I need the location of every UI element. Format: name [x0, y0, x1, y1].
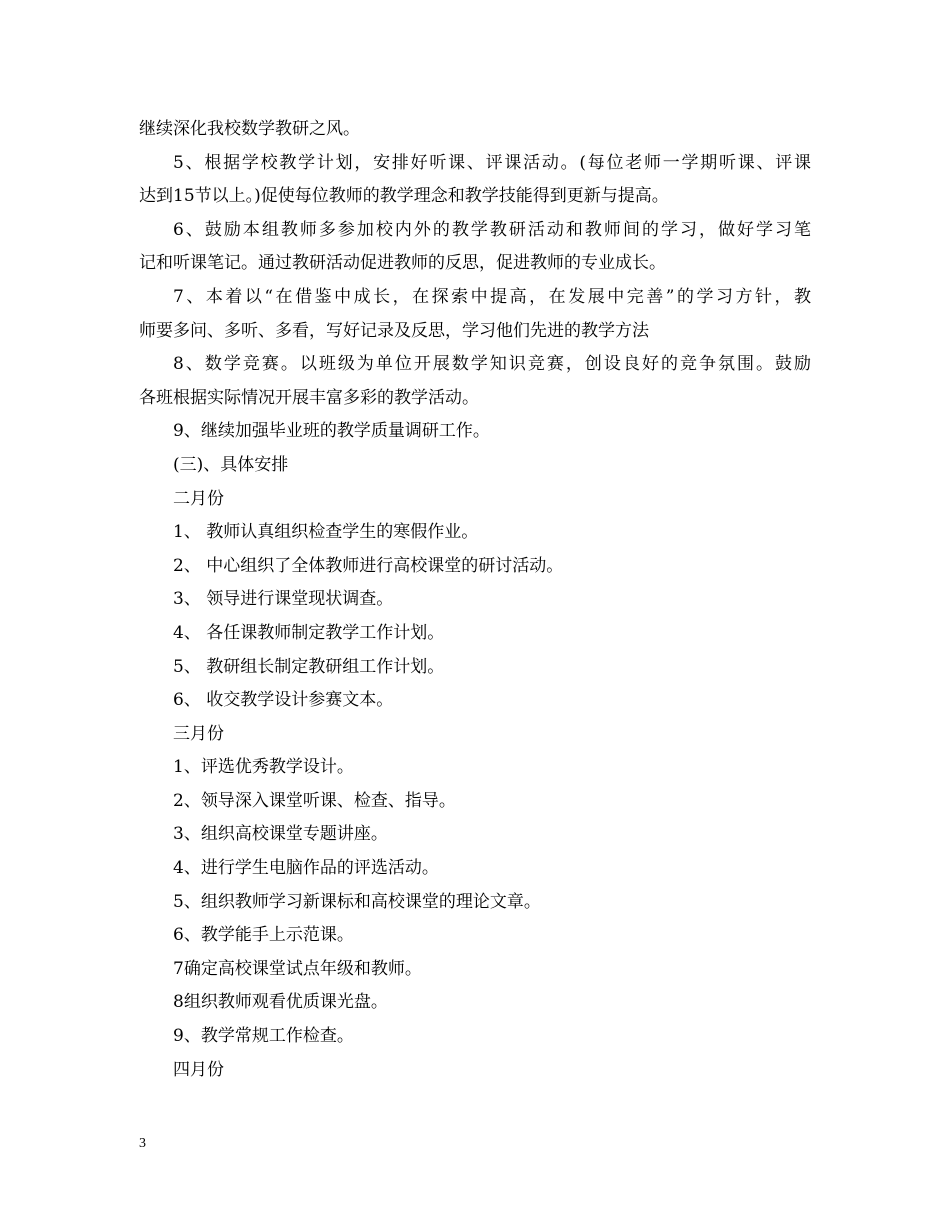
page-number: 3 [139, 1136, 146, 1151]
text-line: 达到15节以上。)促使每位教师的教学理念和教学技能得到更新与提高。 [139, 186, 669, 207]
text-line: 7、本着以“在借鉴中成长，在探索中提高，在发展中完善”的学习方针，教 [173, 286, 811, 307]
text-line: 7确定高校课堂试点年级和教师。 [173, 958, 422, 979]
text-line: 四月份 [173, 1059, 224, 1080]
text-line: 5、 教研组长制定教研组工作计划。 [173, 656, 445, 677]
text-line: 三月份 [173, 723, 224, 744]
text-line: 4、 各任课教师制定教学工作计划。 [173, 622, 445, 643]
text-line: 1、评选优秀教学设计。 [173, 757, 354, 778]
text-line: 2、 中心组织了全体教师进行高校课堂的研讨活动。 [173, 555, 564, 576]
text-line: 1、 教师认真组织检查学生的寒假作业。 [173, 522, 479, 543]
text-line: 6、 收交教学设计参赛文本。 [173, 690, 394, 711]
text-line: 记和听课笔记。通过教研活动促进教师的反思，促进教师的专业成长。 [139, 253, 666, 274]
text-line: 继续深化我校数学教研之风。 [139, 119, 360, 139]
text-line: 6、教学能手上示范课。 [173, 925, 354, 946]
text-line: 9、继续加强毕业班的教学质量调研工作。 [173, 421, 490, 442]
text-line: 8、数学竞赛。以班级为单位开展数学知识竞赛，创设良好的竞争氛围。鼓励 [173, 354, 811, 375]
text-line: 4、进行学生电脑作品的评选活动。 [173, 858, 439, 879]
text-line: 8组织教师观看优质课光盘。 [173, 992, 388, 1013]
text-line: 9、教学常规工作检查。 [173, 1026, 354, 1047]
text-line: 5、组织教师学习新课标和高校课堂的理论文章。 [173, 891, 541, 912]
text-line: 各班根据实际情况开展丰富多彩的教学活动。 [139, 387, 479, 408]
text-line: 2、领导深入课堂听课、检查、指导。 [173, 790, 456, 811]
document-body [139, 113, 811, 1087]
text-line: 二月份 [173, 488, 224, 509]
text-line: (三)、具体安排 [173, 454, 289, 475]
text-line: 6、鼓励本组教师多参加校内外的教学教研活动和教师间的学习，做好学习笔 [173, 219, 811, 240]
text-line: 师要多问、多听、多看，写好记录及反思，学习他们先进的教学方法 [139, 320, 649, 341]
text-line: 3、 领导进行课堂现状调查。 [173, 589, 394, 610]
text-line: 5、根据学校教学计划，安排好听课、评课活动。(每位老师一学期听课、评课 [173, 152, 811, 173]
text-line: 3、组织高校课堂专题讲座。 [173, 824, 388, 845]
